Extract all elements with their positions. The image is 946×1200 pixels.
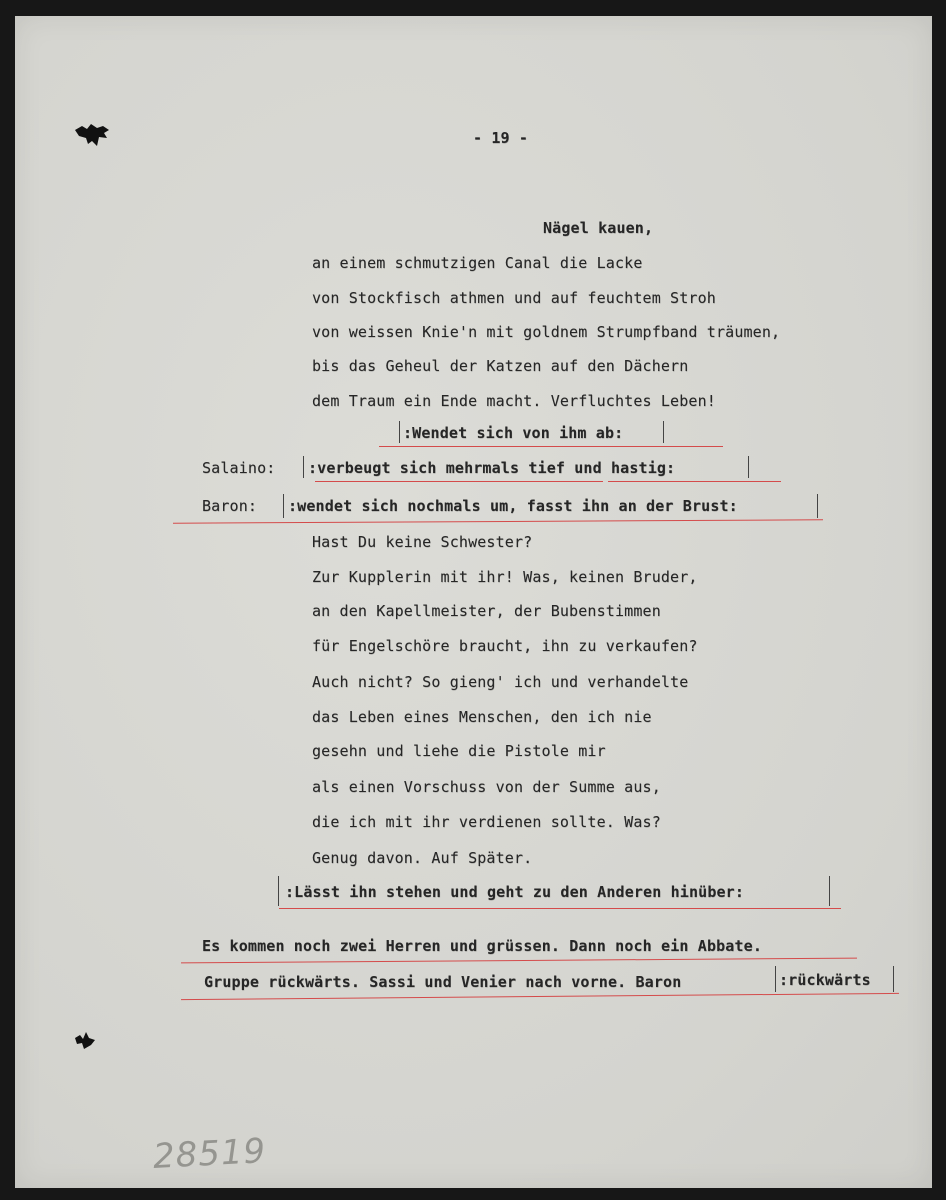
verse-line: Genug davon. Auf Später.: [312, 849, 533, 867]
verse-line: von weissen Knie'n mit goldnem Strumpfband träumen,: [312, 323, 781, 341]
ink-blot-top: [73, 120, 113, 150]
verse-line: Auch nicht? So gieng' ich und verhandelte: [312, 673, 689, 691]
stage-direction-line: Gruppe rückwärts. Sassi und Venier nach vorne. Baron: [204, 973, 682, 991]
bracket-bar: [748, 456, 749, 478]
verse-line: das Leben eines Menschen, den ich nie: [312, 708, 652, 726]
red-underline: [379, 446, 723, 447]
speaker-name: Baron:: [202, 497, 258, 515]
stage-direction-line: Es kommen noch zwei Herren und grüssen. Dann noch ein Abbate.: [202, 937, 763, 955]
red-underline: [279, 908, 841, 909]
bracket-bar: [817, 494, 818, 518]
verse-line: Zur Kupplerin mit ihr! Was, keinen Bruder,: [312, 568, 698, 586]
red-underline: [315, 481, 603, 482]
bracket-bar: [663, 421, 664, 443]
bracket-bar: [829, 876, 830, 906]
page-number: - 19 -: [473, 129, 529, 147]
bracket-bar: [278, 876, 279, 906]
ink-blot-bottom: [72, 1030, 100, 1052]
verse-line: Hast Du keine Schwester?: [312, 533, 533, 551]
verse-line: für Engelschöre braucht, ihn zu verkaufen?: [312, 637, 698, 655]
verse-line: dem Traum ein Ende macht. Verfluchtes Leben!: [312, 392, 716, 410]
document-page: [15, 16, 932, 1188]
archive-number: 28519: [152, 1131, 268, 1177]
verse-line: an einem schmutzigen Canal die Lacke: [312, 254, 643, 272]
red-underline: [181, 993, 899, 1000]
stage-direction: :Lässt ihn stehen und geht zu den Anderen hinüber:: [285, 883, 745, 901]
bracket-bar: [303, 456, 304, 478]
red-underline: [608, 481, 781, 482]
speaker-name: Salaino:: [202, 459, 276, 477]
verse-line: die ich mit ihr verdienen sollte. Was?: [312, 813, 661, 831]
red-underline: [181, 958, 857, 964]
stage-direction: :rückwärts: [779, 971, 871, 989]
bracket-bar: [283, 494, 284, 518]
verse-line: Nägel kauen,: [543, 219, 654, 237]
bracket-bar: [893, 966, 894, 992]
bracket-bar: [775, 966, 776, 992]
bracket-bar: [399, 421, 400, 443]
verse-line: bis das Geheul der Katzen auf den Dächern: [312, 357, 689, 375]
stage-direction: :Wendet sich von ihm ab:: [403, 424, 624, 442]
verse-line: an den Kapellmeister, der Bubenstimmen: [312, 602, 661, 620]
stage-direction: :wendet sich nochmals um, fasst ihn an der Brust:: [288, 497, 738, 515]
red-underline: [173, 519, 823, 523]
verse-line: gesehn und liehe die Pistole mir: [312, 742, 606, 760]
verse-line: von Stockfisch athmen und auf feuchtem Stroh: [312, 289, 716, 307]
verse-line: als einen Vorschuss von der Summe aus,: [312, 778, 661, 796]
stage-direction: :verbeugt sich mehrmals tief und hastig:: [308, 459, 676, 477]
